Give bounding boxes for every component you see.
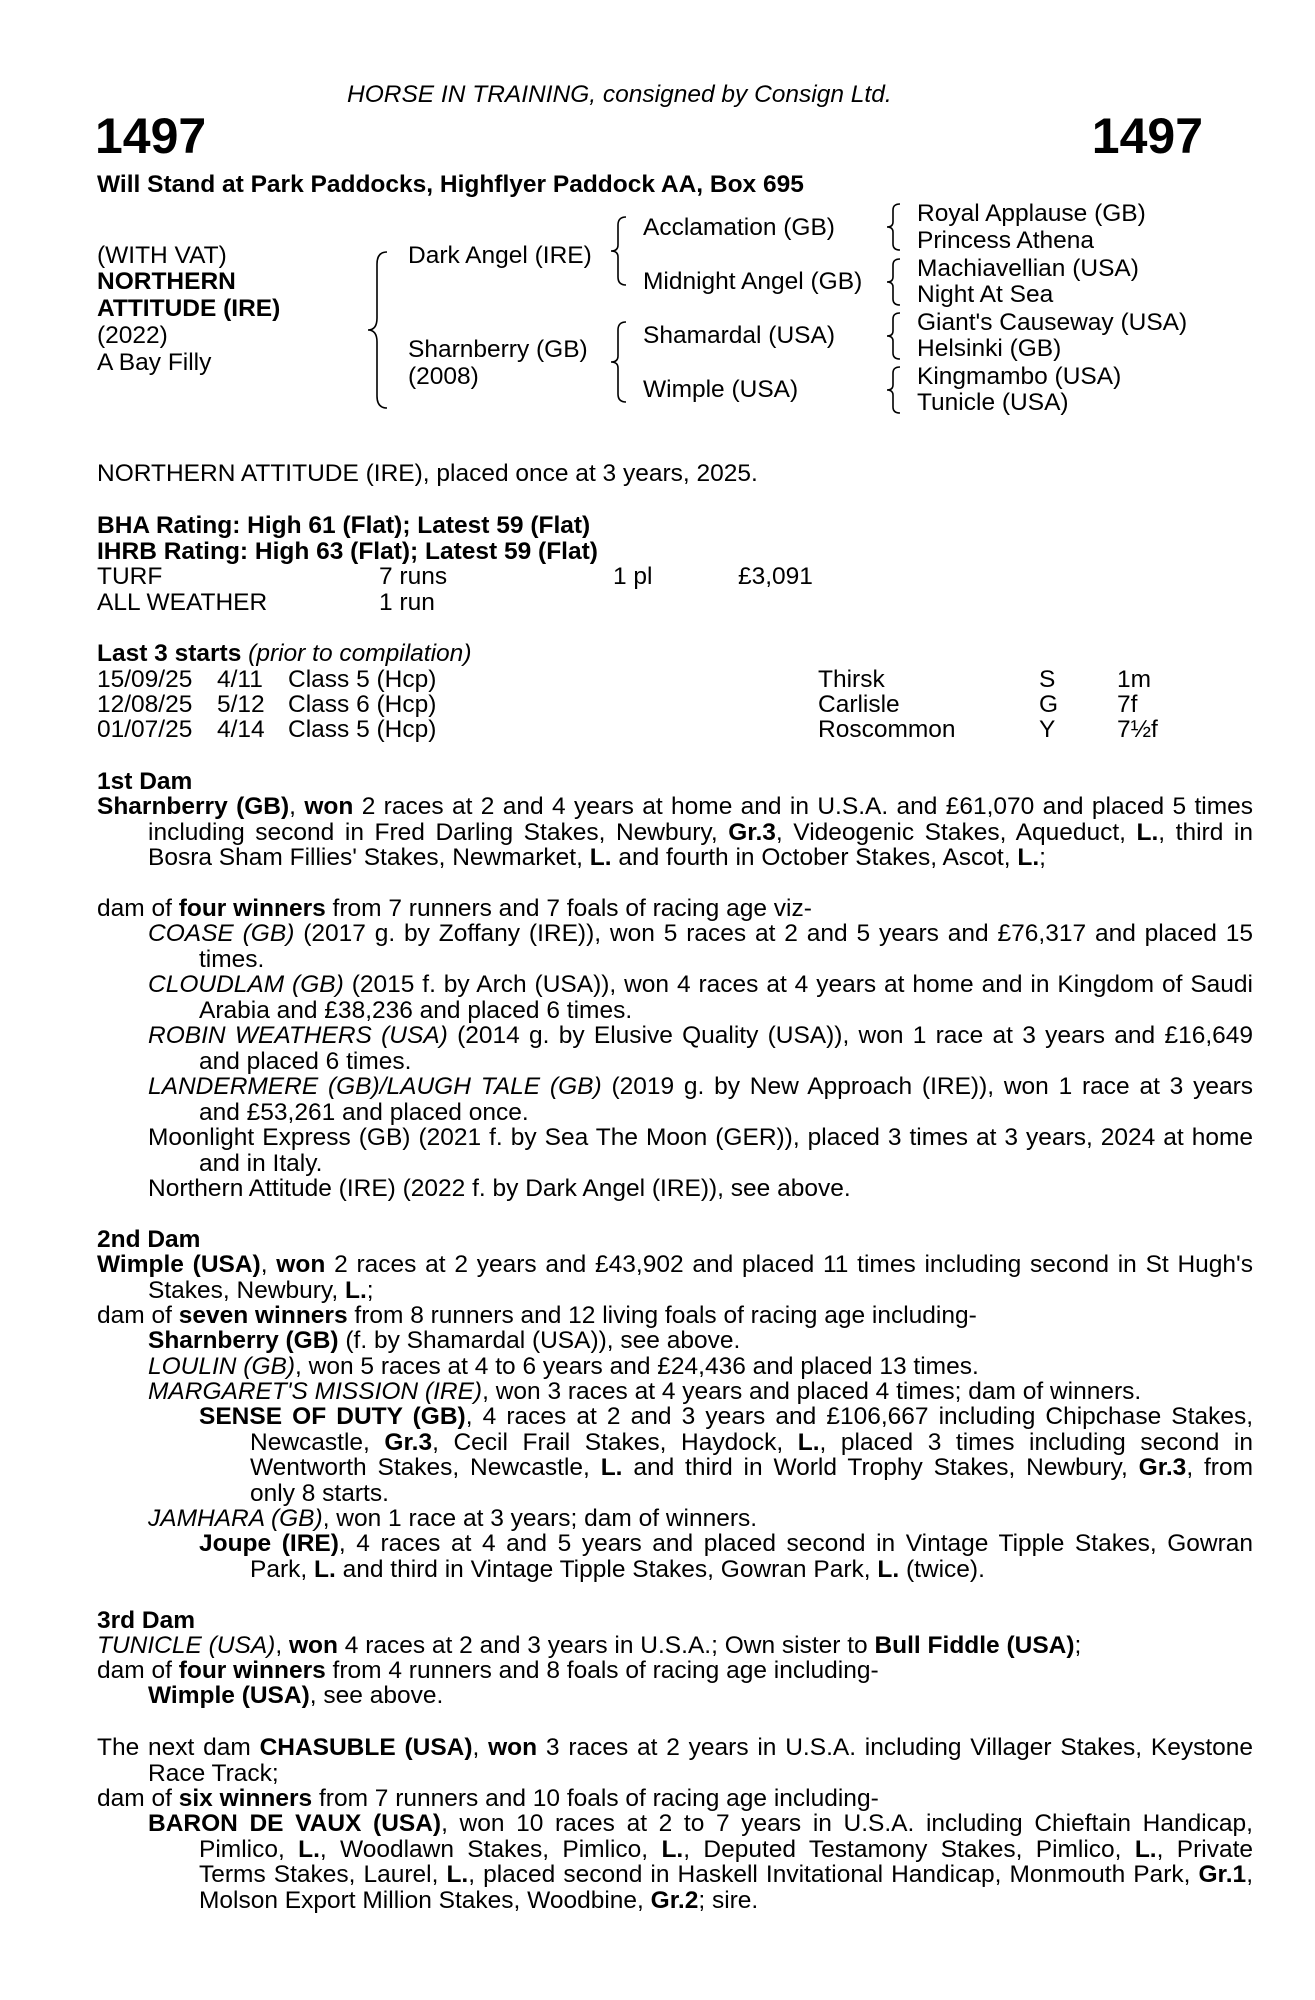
pedigree-gen4-5: Giant's Causeway (USA) <box>917 309 1188 336</box>
progeny-joupe: Joupe (IRE), 4 races at 4 and 5 years and placed second in Vintage Tipple Stakes, Gowran Park, L. and third in Vintage Tipple Stakes, Gowran Park, L. (twice). <box>199 1530 1253 1583</box>
progeny-sense-of-duty: SENSE OF DUTY (GB), 4 races at 2 and 3 years and £106,667 including Chipchase Stakes, Newcastle, Gr.3, Cecil Frail Stakes, Haydock, L., placed 3 times including second in Wentworth Stakes, Newcastle, L. and third in World Trophy Stakes, Newbury, Gr.3, from only 8 starts. <box>199 1403 1253 1507</box>
start-class: Class 5 (Hcp) <box>288 666 437 693</box>
third-dam-record: TUNICLE (USA), won 4 races at 2 and 3 years in U.S.A.; Own sister to Bull Fiddle (USA); <box>97 1632 1082 1659</box>
first-dam-heading: 1st Dam <box>97 768 193 795</box>
start-class: Class 6 (Hcp) <box>288 691 437 718</box>
start-distance: 7½f <box>1117 716 1158 743</box>
horse-year: (2022) <box>97 322 168 349</box>
pedigree-brace-dam <box>608 320 630 404</box>
turf-label: TURF <box>97 563 163 590</box>
progeny-loulin: LOULIN (GB), won 5 races at 4 to 6 years and £24,436 and placed 13 times. <box>148 1353 979 1380</box>
lot-number-left: 1497 <box>95 108 207 164</box>
foal-moonlight-express: Moonlight Express (GB) (2021 f. by Sea The Moon (GER)), placed 3 times at 3 years, 2024 at home and in Italy. <box>148 1124 1253 1177</box>
foal-robin-weathers: ROBIN WEATHERS (USA) (2014 g. by Elusive Quality (USA)), won 1 race at 3 years and £16,649 and placed 6 times. <box>148 1022 1254 1075</box>
pedigree-brace-gen4-3 <box>884 311 904 361</box>
second-dam-heading: 2nd Dam <box>97 1226 201 1253</box>
horse-description: A Bay Filly <box>97 349 212 376</box>
vat-label: (WITH VAT) <box>97 242 227 269</box>
start-distance: 7f <box>1117 691 1138 718</box>
pedigree-brace-gen4-1 <box>884 202 904 252</box>
pedigree-dam-sire: Shamardal (USA) <box>643 322 835 349</box>
race-summary: NORTHERN ATTITUDE (IRE), placed once at 3 years, 2025. <box>97 460 758 487</box>
start-class: Class 5 (Hcp) <box>288 716 437 743</box>
next-dam-dam-of: dam of six winners from 7 runners and 10 foals of racing age including- <box>97 1785 879 1812</box>
pedigree-brace-sire <box>608 215 630 287</box>
third-dam-dam-of: dam of four winners from 4 runners and 8 foals of racing age including- <box>97 1657 879 1684</box>
pedigree-sire-sire: Acclamation (GB) <box>643 214 835 241</box>
third-dam-name: TUNICLE (USA) <box>97 1632 276 1659</box>
foal-northern-attitude: Northern Attitude (IRE) (2022 f. by Dark Angel (IRE)), see above. <box>148 1175 851 1202</box>
horse-name-line2: ATTITUDE (IRE) <box>97 295 281 322</box>
start-going: G <box>1039 691 1059 718</box>
turf-places: 1 pl <box>613 563 653 590</box>
foal-coase: COASE (GB) (2017 g. by Zoffany (IRE)), won 5 races at 2 and 5 years and £76,317 and placed 15 times. <box>148 920 1253 973</box>
last-starts-heading <box>97 641 471 667</box>
start-going: Y <box>1039 716 1056 743</box>
last-start-row-2 <box>0 692 1315 718</box>
start-date: 12/08/25 <box>97 691 193 718</box>
pedigree-brace-gen4-2 <box>884 257 904 307</box>
pedigree-gen4-7: Kingmambo (USA) <box>917 363 1122 390</box>
last-starts-title: Last 3 starts <box>97 640 242 667</box>
start-position: 4/11 <box>217 666 263 693</box>
start-course: Carlisle <box>818 691 900 718</box>
last-starts-note: (prior to compilation) <box>248 640 472 667</box>
pedigree-dam-year: (2008) <box>408 363 479 390</box>
start-date: 01/07/25 <box>97 716 193 743</box>
second-dam-name: Wimple (USA) <box>97 1251 261 1278</box>
won-label: won <box>304 793 354 820</box>
progeny-baron-de-vaux: BARON DE VAUX (USA), won 10 races at 2 to 7 years in U.S.A. including Chieftain Handicap, Pimlico, L., Woodlawn Stakes, Pimlico, L., Deputed Testamony Stakes, Pimlico, L., Private Terms Stakes, Laurel, L., placed second in Haskell Invitational Handicap, Monmouth Park, Gr.1, Molson Export Million Stakes, Woodbine, Gr.2; sire. <box>148 1810 1254 1914</box>
last-start-row-3 <box>0 717 1315 743</box>
progeny-sharnberry: Sharnberry (GB) (f. by Shamardal (USA)), see above. <box>148 1327 741 1354</box>
aw-runs: 1 run <box>379 589 435 616</box>
first-dam-name: Sharnberry (GB) <box>97 793 290 820</box>
horse-name-line1: NORTHERN <box>97 268 236 295</box>
pedigree-brace-main <box>365 250 391 410</box>
pedigree-gen4-1: Royal Applause (GB) <box>917 200 1146 227</box>
aw-label: ALL WEATHER <box>97 589 268 616</box>
pedigree-brace-gen4-4 <box>884 365 904 415</box>
second-dam-record: Wimple (USA), won 2 races at 2 years and £43,902 and placed 11 times including second in St Hugh's Stakes, Newbury, L.; <box>97 1251 1253 1304</box>
consignment-line: HORSE IN TRAINING, consigned by Consign Ltd. <box>347 81 892 108</box>
third-dam-heading: 3rd Dam <box>97 1607 196 1634</box>
turf-runs: 7 runs <box>379 563 448 590</box>
second-dam-dam-of: dam of seven winners from 8 runners and 12 living foals of racing age including- <box>97 1302 977 1329</box>
pedigree-gen4-3: Machiavellian (USA) <box>917 255 1139 282</box>
foal-cloudlam: CLOUDLAM (GB) (2015 f. by Arch (USA)), won 4 races at 4 years at home and in Kingdom of Saudi Arabia and £38,236 and placed 6 times. <box>148 971 1253 1024</box>
turf-earnings: £3,091 <box>738 563 813 590</box>
progeny-margarets-mission: MARGARET'S MISSION (IRE), won 3 races at 4 years and placed 4 times; dam of winners. <box>148 1378 1142 1405</box>
next-dam-name: CHASUBLE (USA) <box>259 1734 473 1761</box>
next-dam-record: The next dam CHASUBLE (USA), won 3 races at 2 years in U.S.A. including Villager Stakes, Keystone Race Track; <box>97 1734 1254 1787</box>
pedigree-sire-dam: Midnight Angel (GB) <box>643 268 863 295</box>
start-distance: 1m <box>1117 666 1152 693</box>
start-date: 15/09/25 <box>97 666 193 693</box>
first-dam-dam-of: dam of four winners from 7 runners and 7 foals of racing age viz- <box>97 895 812 922</box>
start-course: Roscommon <box>818 716 956 743</box>
progeny-jamhara: JAMHARA (GB), won 1 race at 3 years; dam of winners. <box>148 1505 758 1532</box>
last-start-row-1 <box>0 667 1315 693</box>
stabling-line: Will Stand at Park Paddocks, Highflyer Paddock AA, Box 695 <box>97 171 804 198</box>
pedigree-sire: Dark Angel (IRE) <box>408 242 592 269</box>
pedigree-gen4-8: Tunicle (USA) <box>917 389 1069 416</box>
pedigree-gen4-4: Night At Sea <box>917 281 1054 308</box>
progeny-wimple: Wimple (USA), see above. <box>148 1682 444 1709</box>
ihrb-rating: IHRB Rating: High 63 (Flat); Latest 59 (Flat) <box>97 538 598 565</box>
start-position: 5/12 <box>217 691 265 718</box>
pedigree-gen4-2: Princess Athena <box>917 227 1095 254</box>
start-position: 4/14 <box>217 716 265 743</box>
first-dam-record: Sharnberry (GB), won 2 races at 2 and 4 years at home and in U.S.A. and £61,070 and placed 5 times including second in Fred Darling Stakes, Newbury, Gr.3, Videogenic Stakes, Aqueduct, L., third in Bosra Sham Fillies' Stakes, Newmarket, L. and fourth in October Stakes, Ascot, L.; <box>97 793 1253 871</box>
start-course: Thirsk <box>818 666 885 693</box>
lot-number-right: 1497 <box>1091 108 1203 164</box>
start-going: S <box>1039 666 1056 693</box>
pedigree-gen4-6: Helsinki (GB) <box>917 335 1062 362</box>
pedigree-dam-dam: Wimple (USA) <box>643 376 799 403</box>
bha-rating: BHA Rating: High 61 (Flat); Latest 59 (Flat) <box>97 512 591 539</box>
foal-landermere: LANDERMERE (GB)/LAUGH TALE (GB) (2019 g. by New Approach (IRE)), won 1 race at 3 years and £53,261 and placed once. <box>148 1073 1253 1126</box>
pedigree-dam: Sharnberry (GB) <box>408 336 588 363</box>
